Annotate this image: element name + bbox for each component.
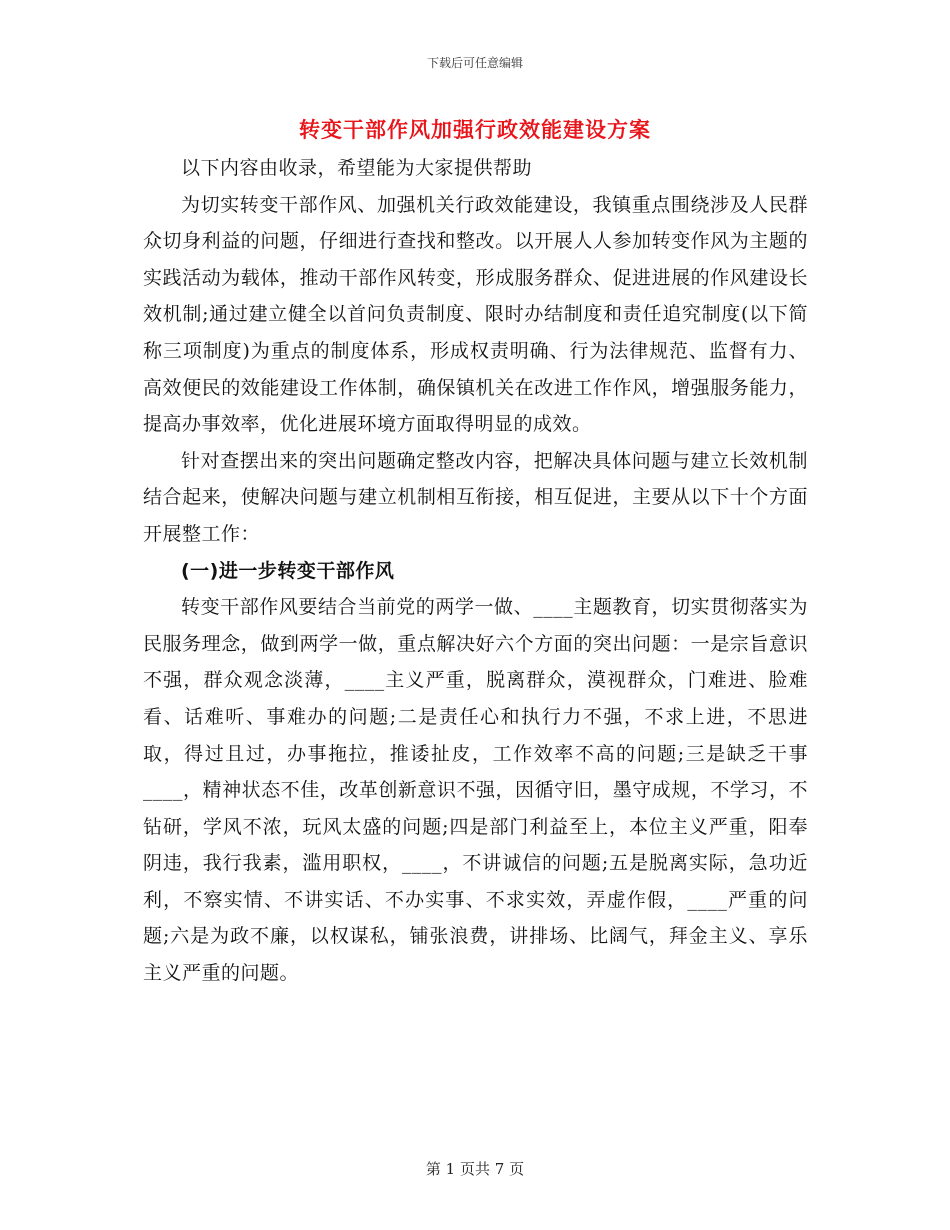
body-paragraph: 为切实转变干部作风、加强机关行政效能建设，我镇重点围绕涉及人民群众切身利益的问题，仔细进行查找和整改。以开展人人参加转变作风为主题的实践活动为载体，推动干部作风转变，形成服务群众、促进进展的作风建设长效机制;通过建立健全以首问负责制度、限时办结制度和责任追究制度(以下简称三项制度)为重点的制度体系，形成权责明确、行为法律规范、监督有力、高效便民的效能建设工作体制，确保镇机关在改进工作作风，增强服务能力，提高办事效率，优化进展环境方面取得明显的成效。	[143, 193, 808, 436]
page-number: 第 1 页共 7 页	[425, 1160, 525, 1178]
document-body	[143, 150, 808, 992]
body-paragraph: 针对查摆出来的突出问题确定整改内容，把解决具体问题与建立长效机制结合起来，使解决问题与建立机制相互衔接，相互促进，主要从以下十个方面开展整工作：	[143, 449, 808, 545]
header-note: 下载后可任意编辑	[426, 56, 523, 70]
intro-paragraph: 以下内容由收录，希望能为大家提供帮助	[181, 157, 533, 179]
body-paragraph: 转变干部作风要结合当前党的两学一做、____主题教育，切实贯彻落实为民服务理念，做到两学一做，重点解决好六个方面的突出问题：一是宗旨意识不强，群众观念淡薄，____主义严重，脱离群众，漠视群众，门难进、脸难看、话难听、事难办的问题;二是责任心和执行力不强，不求上进，不思进取，得过且过，办事拖拉，推诿扯皮，工作效率不高的问题;三是缺乏干事____，精神状态不佳，改革创新意识不强，因循守旧，墨守成规，不学习，不钻研，学风不浓，玩风太盛的问题;四是部门利益至上，本位主义严重，阳奉阴违，我行我素，滥用职权，____，不讲诚信的问题;五是脱离实际，急功近利，不察实情、不讲实话、不办实事、不求实效，弄虚作假，____严重的问题;六是为政不廉，以权谋私，铺张浪费，讲排场、比阔气，拜金主义、享乐主义严重的问题。	[143, 596, 808, 985]
document-title: 转变干部作风加强行政效能建设方案	[299, 117, 651, 142]
section-heading: (一)进一步转变干部作风	[181, 559, 395, 582]
